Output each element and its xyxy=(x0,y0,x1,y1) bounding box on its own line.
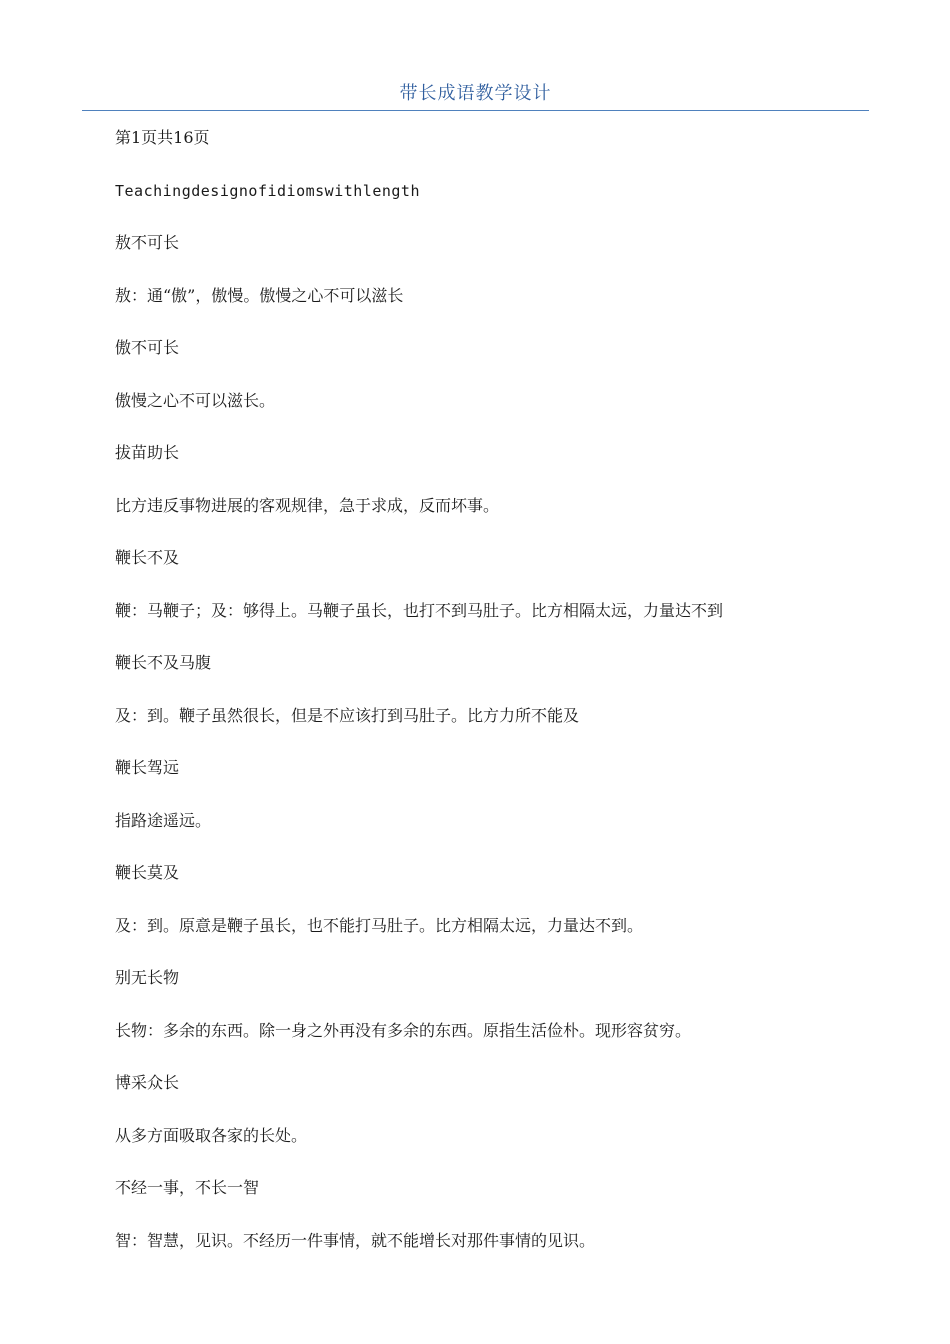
page-info: 第1页共16页 xyxy=(115,128,210,147)
idiom-heading: 鞭长莫及 xyxy=(115,863,180,882)
document-header xyxy=(82,82,869,111)
idiom-heading: 别无长物 xyxy=(115,968,180,987)
english-title: Teachingdesignofidiomswithlength xyxy=(115,181,420,200)
idiom-definition: 及：到。原意是鞭子虽长，也不能打马肚子。比方相隔太远，力量达不到。 xyxy=(115,915,644,935)
idiom-heading: 拔苗助长 xyxy=(115,443,180,462)
idiom-definition: 智：智慧，见识。不经历一件事情，就不能增长对那件事情的见识。 xyxy=(115,1230,596,1250)
idiom-heading: 博采众长 xyxy=(115,1073,180,1092)
idiom-heading: 鞭长不及马腹 xyxy=(115,653,212,672)
idiom-heading: 鞭长不及 xyxy=(115,548,180,567)
idiom-heading: 鞭长驾远 xyxy=(115,758,180,777)
idiom-heading: 傲不可长 xyxy=(115,338,180,357)
idiom-definition: 敖：通“傲”，傲慢。傲慢之心不可以滋长 xyxy=(115,285,404,305)
idiom-definition: 鞭：马鞭子；及：够得上。马鞭子虽长，也打不到马肚子。比方相隔太远，力量达不到 xyxy=(115,600,724,620)
idiom-definition: 长物：多余的东西。除一身之外再没有多余的东西。原指生活俭朴。现形容贫穷。 xyxy=(115,1020,692,1040)
document-body xyxy=(115,126,855,1281)
idiom-definition: 指路途遥远。 xyxy=(115,810,212,830)
idiom-heading: 不经一事，不长一智 xyxy=(115,1178,260,1197)
idiom-definition: 及：到。鞭子虽然很长，但是不应该打到马肚子。比方力所不能及 xyxy=(115,705,580,725)
idiom-heading: 敖不可长 xyxy=(115,233,180,252)
idiom-definition: 傲慢之心不可以滋长。 xyxy=(115,390,276,410)
idiom-definition: 从多方面吸取各家的长处。 xyxy=(115,1125,308,1145)
idiom-definition: 比方违反事物进展的客观规律，急于求成，反而坏事。 xyxy=(115,495,500,515)
document-title: 带长成语教学设计 xyxy=(399,83,552,104)
